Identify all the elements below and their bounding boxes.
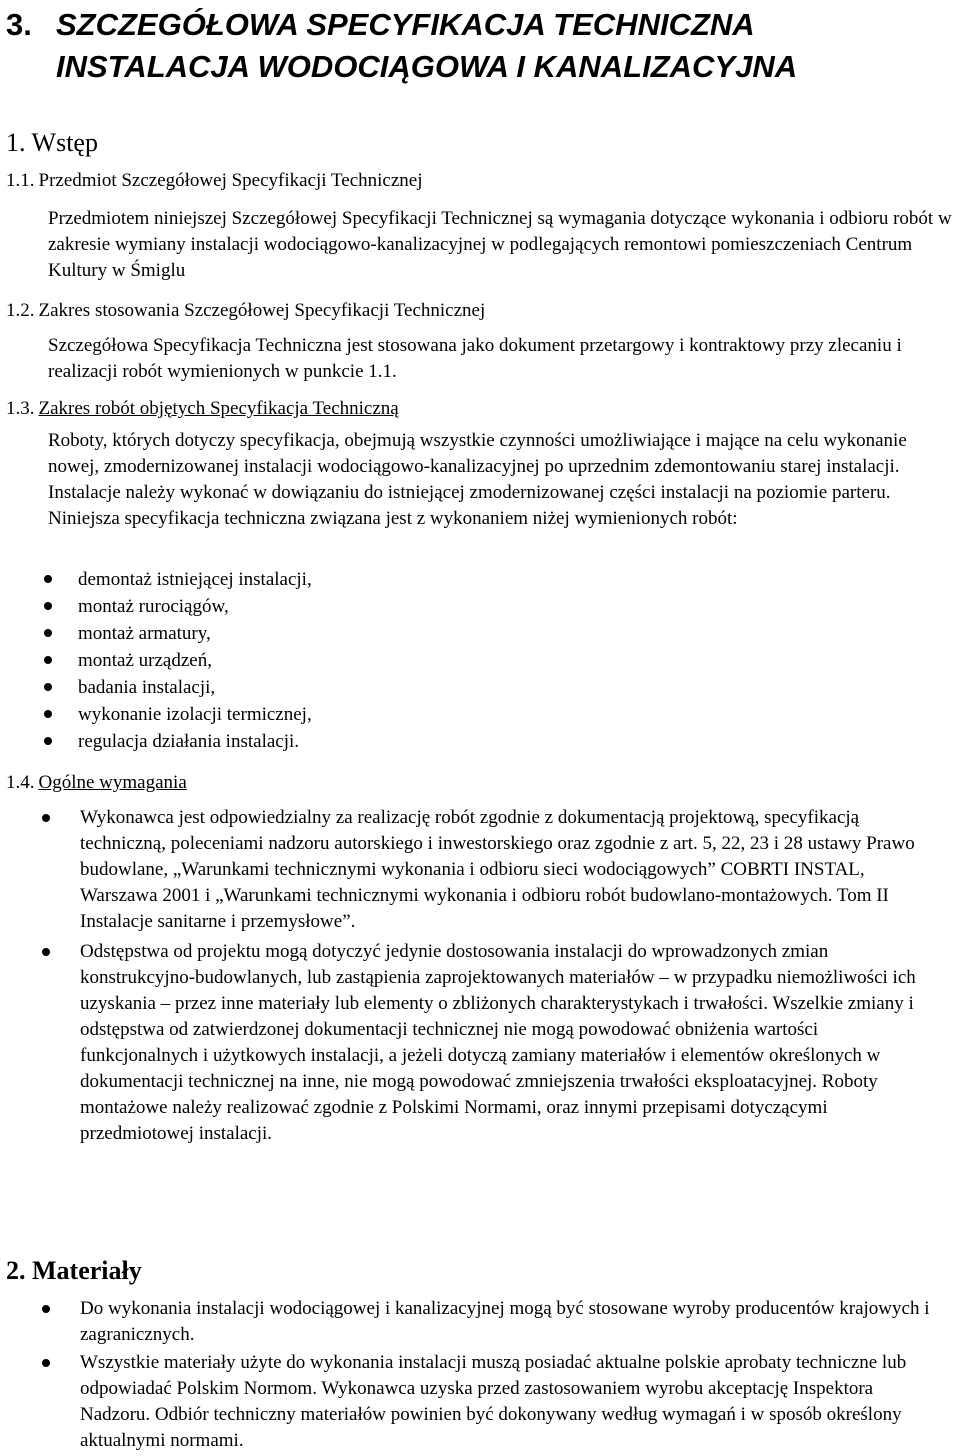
list-item: Odstępstwa od projektu mogą dotyczyć jedynie dostosowania instalacji do wprowadzonych zmian konstrukcyjno-budowlanych, lub zastąpienia zaprojektowanych materiałów – w przypadku niemożliwości ich uzyskania – przez inne materiały lub elementy o zbliżonych charakterystykach i trwałości. Wszelkie zmiany i odstępstwa od zatwierdzonej dokumentacji technicznej nie mogą powodować obniżenia wartości funkcjonalnych i użytkowych instalacji, a jeżeli dotyczą zamiany materiałów i elementów określonych w dokumentacji technicznej na inne, nie mogą powodować zmniejszenia trwałości eksploatacyjnej. Roboty montażowe należy realizować zgodnie z Polskimi Normami, oraz innymi przepisami dotyczącymi przedmiotowej instalacji.	[0, 939, 935, 1147]
title-number: 3.	[6, 7, 32, 42]
bullet-icon	[44, 710, 52, 718]
section-1-1-number: 1.1.	[6, 170, 35, 191]
list-item: montaż armatury,	[0, 620, 312, 647]
requirements-list	[0, 805, 935, 1147]
section-1-1-title: Przedmiot Szczegółowej Specyfikacji Technicznej	[38, 170, 423, 191]
materials-list	[0, 1296, 935, 1454]
section-1-4-number: 1.4.	[6, 772, 35, 793]
section-1-3-title: Zakres robót objętych Specyfikacja Techniczną	[38, 398, 399, 419]
bullet-icon	[42, 814, 50, 822]
bullet-icon	[44, 683, 52, 691]
section-1-3-heading	[6, 396, 399, 422]
title-line-1: SZCZEGÓŁOWA SPECYFIKACJA TECHNICZNA	[56, 7, 755, 42]
list-item: badania instalacji,	[0, 674, 312, 701]
list-item: regulacja działania instalacji.	[0, 728, 312, 755]
section-1-4-title: Ogólne wymagania	[38, 772, 187, 793]
bullet-icon	[44, 575, 52, 583]
bullet-icon	[42, 1305, 50, 1313]
section-1-2-title: Zakres stosowania Szczegółowej Specyfikacji Technicznej	[38, 300, 486, 321]
bullet-icon	[44, 737, 52, 745]
section-1-3-number: 1.3.	[6, 398, 35, 419]
bullet-icon	[44, 656, 52, 664]
list-item: Wszystkie materiały użyte do wykonania instalacji muszą posiadać aktualne polskie aprobaty techniczne lub odpowiadać Polskim Normom. Wykonawca uzyska przed zastosowaniem wyrobu akceptację Inspektora Nadzoru. Odbiór techniczny materiałów powinien być dokonywany według wymagań i w sposób określony aktualnymi normami.	[0, 1350, 935, 1454]
section-1-2-number: 1.2.	[6, 300, 35, 321]
list-item: Wykonawca jest odpowiedzialny za realizację robót zgodnie z dokumentacją projektową, specyfikacją techniczną, poleceniami nadzoru autorskiego i inwestorskiego oraz zgodnie z art. 5, 22, 23 i 28 ustawy Prawo budowlane, „Warunkami technicznymi wykonania i odbioru sieci wodociągowych” COBRTI INSTAL, Warszawa 2001 i „Warunkami technicznymi wykonania i odbioru robót budowlano-montażowych. Tom II Instalacje sanitarne i przemysłowe”.	[0, 805, 935, 935]
list-item: wykonanie izolacji termicznej,	[0, 701, 312, 728]
bullet-icon	[44, 629, 52, 637]
section-1-heading: 1. Wstęp	[6, 128, 98, 157]
section-1-3-text: Roboty, których dotyczy specyfikacja, obejmują wszystkie czynności umożliwiające i mające na celu wykonanie nowej, zmodernizowanej instalacji wodociągowo-kanalizacyjnej po uprzednim zdemontowaniu starej instalacji. Instalacje należy wykonać w dowiązaniu do istniejącej zmodernizowanej części instalacji na poziomie parteru. Niniejsza specyfikacja techniczna związana jest z wykonaniem niżej wymienionych robót:	[48, 430, 907, 529]
list-item: Do wykonania instalacji wodociągowej i kanalizacyjnej mogą być stosowane wyroby producentów krajowych i zagranicznych.	[0, 1296, 935, 1348]
document-title	[6, 4, 946, 88]
section-1-2-text: Szczegółowa Specyfikacja Techniczna jest stosowana jako dokument przetargowy i kontraktowy przy zlecaniu i realizacji robót wymienionych w punkcie 1.1.	[48, 335, 902, 382]
section-1-4-heading	[6, 770, 187, 796]
works-list	[0, 566, 312, 755]
bullet-icon	[44, 602, 52, 610]
bullet-icon	[42, 948, 50, 956]
list-item: montaż rurociągów,	[0, 593, 312, 620]
list-item: demontaż istniejącej instalacji,	[0, 566, 312, 593]
title-line-2: INSTALACJA WODOCIĄGOWA I KANALIZACYJNA	[56, 49, 798, 84]
section-1-1-heading	[6, 168, 422, 194]
section-1-1-text: Przedmiotem niniejszej Szczegółowej Specyfikacji Technicznej są wymagania dotyczące wykonania i odbioru robót w zakresie wymiany instalacji wodociągowo-kanalizacyjnej w podlegających remontowi pomieszczeniach Centrum Kultury w Śmiglu	[48, 208, 952, 281]
section-1-2-heading	[6, 298, 485, 324]
bullet-icon	[42, 1359, 50, 1367]
list-item: montaż urządzeń,	[0, 647, 312, 674]
section-2-heading: 2. Materiały	[6, 1256, 142, 1285]
